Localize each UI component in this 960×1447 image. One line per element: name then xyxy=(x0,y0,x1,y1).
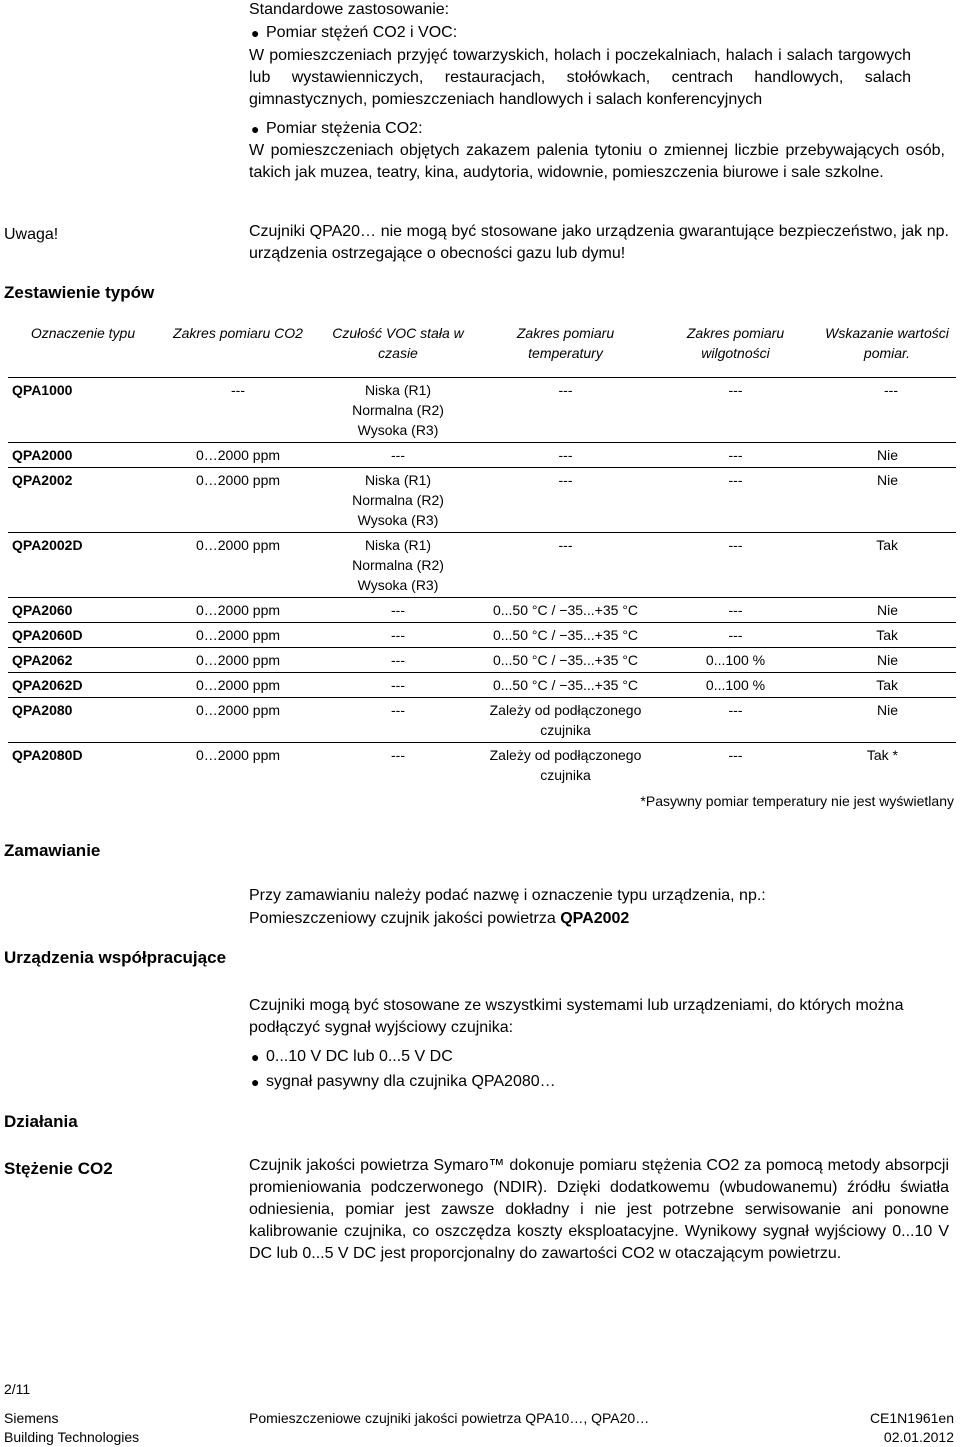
table-cell-co2: 0…2000 ppm xyxy=(158,698,318,743)
ordering-line2-type: QPA2002 xyxy=(560,910,630,927)
footer-doc-id: CE1N1961en xyxy=(869,1410,954,1426)
table-cell-hum: 0...100 % xyxy=(653,673,818,698)
table-cell-type: QPA2080D xyxy=(12,747,83,763)
table-cell-voc: --- xyxy=(318,623,478,648)
table-cell-voc: --- xyxy=(318,443,478,468)
table-cell-voc: Niska (R1) Normalna (R2) Wysoka (R3) xyxy=(318,378,478,443)
table-cell-temp: Zależy od podłączonego czujnika xyxy=(478,698,653,743)
ordering-heading: Zamawianie xyxy=(4,841,101,860)
bullet-icon: ● xyxy=(251,121,260,137)
footer-date: 02.01.2012 xyxy=(883,1429,954,1445)
table-row xyxy=(8,443,956,468)
types-footnote: *Pasywny pomiar temperatury nie jest wyświetlany xyxy=(640,793,954,809)
table-cell-disp: Nie xyxy=(818,468,956,533)
table-cell-hum: --- xyxy=(728,747,743,763)
table-cell-co2: 0…2000 ppm xyxy=(158,443,318,468)
table-cell-hum: --- xyxy=(653,623,818,648)
warning-label: Uwaga! xyxy=(4,226,59,243)
col-header-co2 xyxy=(158,323,318,378)
table-cell-temp: --- xyxy=(478,378,653,443)
table-row xyxy=(8,743,956,788)
table-cell-disp: Nie xyxy=(818,598,956,623)
table-cell-disp: --- xyxy=(818,378,956,443)
bullet-icon: ● xyxy=(251,1074,260,1090)
cooperating-bullet-2: sygnał pasywny dla czujnika QPA2080… xyxy=(266,1073,556,1090)
ordering-line2 xyxy=(249,908,629,930)
table-cell-voc: --- xyxy=(318,673,478,698)
warning-text: Czujniki QPA20… nie mogą być stosowane jako urządzenia gwarantujące bezpieczeństwo, jak np. urządzenia ostrzegające o obecności gazu lub dymu! xyxy=(249,223,949,262)
table-cell-temp: --- xyxy=(478,533,653,598)
table-cell-temp: 0...50 °C / −35...+35 °C xyxy=(478,648,653,673)
table-cell-voc: --- xyxy=(318,698,478,743)
function-text: Czujnik jakości powietrza Symaro™ dokonuje pomiaru stężenia CO2 za pomocą metody absorpcji promieniowania podczerwonego (NDIR). Dzięki dodatkowemu (wbudowanemu) źródłu światła odniesienia, pomiar jest zawsze dokładny i nie jest potrzebne serwisowanie ani ponowne kalibrowanie czujnika, co oszczędza koszty eksploatacyjne. Wynikowy sygnał wyjściowy 0...10 V DC lub 0...5 V DC jest proporcjonalny do zawartości CO2 w otaczającym powietrzu. xyxy=(249,1157,949,1262)
table-cell-co2: --- xyxy=(158,378,318,443)
table-cell-type: QPA2000 xyxy=(8,443,158,468)
intro-bullet1-title: Pomiar stężeń CO2 i VOC: xyxy=(266,24,458,41)
col-header-type xyxy=(8,323,158,378)
types-heading: Zestawienie typów xyxy=(4,283,155,302)
table-cell-voc: --- xyxy=(391,747,405,763)
table-cell-hum: 0...100 % xyxy=(653,648,818,673)
cooperating-heading: Urządzenia współpracujące xyxy=(4,948,227,967)
table-cell-voc: --- xyxy=(318,648,478,673)
table-cell-voc: --- xyxy=(318,598,478,623)
intro-title: Standardowe zastosowanie: xyxy=(249,1,450,18)
table-cell-disp: Tak xyxy=(818,673,956,698)
table-cell-voc: Niska (R1) Normalna (R2) Wysoka (R3) xyxy=(318,533,478,598)
table-cell-hum: --- xyxy=(653,378,818,443)
intro-bullet2-title: Pomiar stężenia CO2: xyxy=(266,120,423,137)
table-cell-co2: 0…2000 ppm xyxy=(158,468,318,533)
types-table-body xyxy=(8,378,956,788)
table-cell-temp: Zależy od podłączonego czujnika xyxy=(489,747,642,783)
table-cell-type: QPA2060D xyxy=(8,623,158,648)
col-header-type-label: Oznaczenie typu xyxy=(30,325,136,341)
ordering-line1: Przy zamawianiu należy podać nazwę i oznaczenie typu urządzenia, np.: xyxy=(249,887,766,904)
table-row xyxy=(8,698,956,743)
col-header-voc-label: Czułość VOC stała w czasie xyxy=(332,325,464,361)
col-header-temp xyxy=(478,323,653,378)
table-cell-hum: --- xyxy=(653,698,818,743)
table-cell-type: QPA1000 xyxy=(8,378,158,443)
table-cell-co2: 0…2000 ppm xyxy=(158,648,318,673)
table-cell-type: QPA2060 xyxy=(8,598,158,623)
col-header-hum xyxy=(653,323,818,378)
table-cell-hum: --- xyxy=(653,533,818,598)
table-cell-hum: --- xyxy=(653,598,818,623)
table-cell-type: QPA2080 xyxy=(8,698,158,743)
function-sub-heading: Stężenie CO2 xyxy=(4,1159,113,1178)
types-table xyxy=(8,323,956,787)
table-row xyxy=(8,468,956,533)
table-cell-disp: Nie xyxy=(818,443,956,468)
table-cell-temp: 0...50 °C / −35...+35 °C xyxy=(478,673,653,698)
col-header-hum-label: Zakres pomiaru wilgotności xyxy=(686,325,785,361)
table-cell-co2: 0…2000 ppm xyxy=(195,747,281,763)
table-cell-voc: Niska (R1) Normalna (R2) Wysoka (R3) xyxy=(318,468,478,533)
table-cell-co2: 0…2000 ppm xyxy=(158,533,318,598)
table-row xyxy=(8,533,956,598)
col-header-display xyxy=(818,323,956,378)
table-cell-co2: 0…2000 ppm xyxy=(158,623,318,648)
col-header-voc xyxy=(318,323,478,378)
table-cell-disp: Nie xyxy=(818,698,956,743)
table-cell-type: QPA2002D xyxy=(8,533,158,598)
table-cell-temp: --- xyxy=(478,443,653,468)
footer-doc-title: Pomieszczeniowe czujniki jakości powietrza QPA10…, QPA20… xyxy=(249,1410,650,1426)
table-cell-temp: --- xyxy=(478,468,653,533)
col-header-co2-label: Zakres pomiaru CO2 xyxy=(173,325,303,341)
table-cell-disp: Tak * xyxy=(866,747,898,763)
bullet-icon: ● xyxy=(251,25,260,41)
table-cell-disp: Tak xyxy=(818,623,956,648)
cooperating-text: Czujniki mogą być stosowane ze wszystkimi systemami lub urządzeniami, do których można podłączyć sygnał wyjściowy czujnika: xyxy=(249,997,904,1036)
cooperating-bullet-1: 0...10 V DC lub 0...5 V DC xyxy=(266,1048,453,1065)
table-row xyxy=(8,648,956,673)
table-row xyxy=(8,598,956,623)
ordering-line2-prefix: Pomieszczeniowy czujnik jakości powietrza xyxy=(249,910,561,927)
table-cell-hum: --- xyxy=(653,468,818,533)
table-cell-co2: 0…2000 ppm xyxy=(158,598,318,623)
footer-company-2: Building Technologies xyxy=(4,1429,140,1445)
table-cell-type: QPA2062D xyxy=(8,673,158,698)
table-cell-type: QPA2062 xyxy=(8,648,158,673)
col-header-display-label: Wskazanie wartości pomiar. xyxy=(825,325,949,361)
table-cell-temp: 0...50 °C / −35...+35 °C xyxy=(478,623,653,648)
function-heading: Działania xyxy=(4,1112,78,1131)
table-cell-temp: 0...50 °C / −35...+35 °C xyxy=(478,598,653,623)
table-cell-disp: Tak xyxy=(818,533,956,598)
bullet-icon: ● xyxy=(251,1049,260,1065)
footer-company-1: Siemens xyxy=(4,1410,59,1426)
intro-bullet2-text: W pomieszczeniach objętych zakazem palenia tytoniu o zmiennej liczbie przebywających osób, takich jak muzea, teatry, kina, audytoria, widownie, pomieszczenia biurowe i sale szkolne. xyxy=(249,142,945,181)
table-cell-hum: --- xyxy=(653,443,818,468)
col-header-temp-label: Zakres pomiaru temperatury xyxy=(516,325,615,361)
table-row xyxy=(8,623,956,648)
table-cell-disp: Nie xyxy=(818,648,956,673)
table-cell-co2: 0…2000 ppm xyxy=(158,673,318,698)
intro-bullet1-text: W pomieszczeniach przyjęć towarzyskich, holach i poczekalniach, halach i salach targowych lub wystawienniczych, restauracjach, stołówkach, centrach handlowych, salach gimnastycznych, pomieszczeniach handlowych i salach konferencyjnych xyxy=(249,47,911,108)
table-row xyxy=(8,378,956,443)
page-number: 2/11 xyxy=(4,1381,31,1397)
table-row xyxy=(8,673,956,698)
table-cell-type: QPA2002 xyxy=(8,468,158,533)
